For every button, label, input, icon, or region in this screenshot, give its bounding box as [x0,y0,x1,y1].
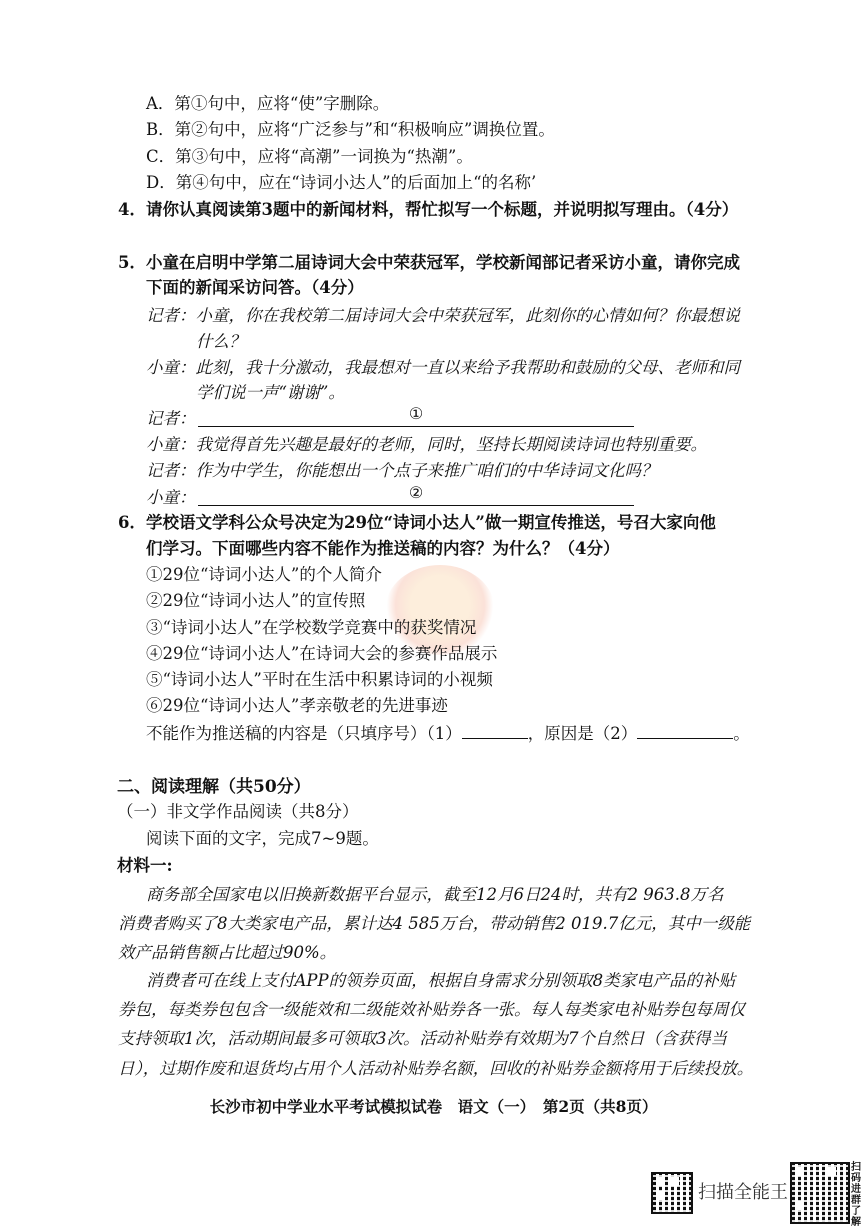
blank-marker: ① [408,404,424,423]
option-d: D．第④句中，应在“诗词小达人”的后面加上“的名称’ [146,173,537,192]
subsection-title: （一）非文学作品阅读（共8分） [117,802,359,821]
dialog-line-blank-2 [146,487,196,509]
dialog-speaker: 小童： [146,488,196,507]
dialog-speaker: 小童： [146,435,196,454]
dialog-line [146,460,658,482]
answer-prefix: 不能作为推送稿的内容是（只填序号）（1） [146,724,462,743]
option-c: C．第③句中，应将“高潮”一词换为“热潮”。 [146,147,473,166]
dialog-line-blank-1 [146,408,196,430]
qr-code-icon [651,1172,693,1214]
page-footer: 长沙市初中学业水平考试模拟试卷 语文（一） 第2页（共8页） [209,1097,658,1116]
dialog-speaker: 记者： [146,306,196,325]
question-5-line2: 下面的新闻采访问答。（4分） [146,278,364,297]
dialog-text: 我觉得首先兴趣是最好的老师，同时，坚持长期阅读诗词也特别重要。 [195,435,707,454]
dialog-speaker: 记者： [146,409,196,428]
blank-marker: ② [408,483,424,502]
question-5-line1: 5．小童在启明中学第二届诗词大会中荣获冠军，学校新闻部记者采访小童，请你完成 [118,253,740,272]
question-4: 4．请你认真阅读第3题中的新闻材料，帮忙拟写一个标题，并说明拟写理由。（4分） [118,200,739,219]
answer-end: 。 [733,724,750,743]
q6-item-6: ⑥29位“诗词小达人”孝亲敬老的先进事迹 [146,696,448,715]
dialog-speaker: 小童： [146,358,196,377]
dialog-text: 小童，你在我校第二届诗词大会中荣获冠军，此刻你的心情如何？你最想说 [195,306,740,325]
paragraph-line: 商务部全国家电以旧换新数据平台显示，截至12月6日24时，共有2 963.8万名 [146,885,724,904]
paragraph-line: 效产品销售额占比超过90%。 [118,943,337,962]
dialog-speaker: 记者： [146,461,196,480]
dialog-line [146,357,740,379]
answer-blank-2[interactable] [198,483,634,506]
q6-item-4: ④29位“诗词小达人”在诗词大会的参赛作品展示 [146,644,498,663]
paragraph-line: 日），过期作废和退货均占用个人活动补贴券名额，回收的补贴券金额将用于后续投放。 [118,1059,754,1078]
option-b: B．第②句中，应将“广泛参与”和“积极响应”调换位置。 [146,120,555,139]
answer-mid: ，原因是（2） [527,724,638,743]
instruction: 阅读下面的文字，完成7~9题。 [146,829,379,848]
answer-blank-1[interactable] [198,404,634,427]
q6-item-3: ③“诗词小达人”在学校数学竞赛中的获奖情况 [146,618,477,637]
paragraph-line: 消费者可在线上支付APP的领券页面，根据自身需求分别领取8类家电产品的补贴 [146,971,736,990]
q6-item-2: ②29位“诗词小达人”的宣传照 [146,591,366,610]
watermark-stamp [385,565,495,655]
dialog-text: 学们说一声“谢谢”。 [196,383,345,402]
q6-item-1: ①29位“诗词小达人”的个人简介 [146,565,382,584]
option-a: A．第①句中，应将“使”字删除。 [146,94,390,113]
dialog-text: 什么？ [196,332,246,351]
question-6-line1: 6．学校语文学科公众号决定为29位“诗词小达人”做一期宣传推送，号召大家向他 [118,513,716,532]
question-6-line2: 们学习。下面哪些内容不能作为推送稿的内容？为什么？（4分） [146,539,620,558]
side-label: 扫码进群了解 [851,1162,861,1228]
paragraph-line: 券包，每类券包包含一级能效和二级能效补贴券各一张。每人每类家电补贴券包每周仅 [118,1000,745,1019]
paragraph-line: 消费者购买了8大类家电产品，累计达4 585万台，带动销售2 019.7亿元，其中一级能 [118,914,751,933]
answer-blank-q6-1[interactable] [462,722,528,739]
q6-item-5: ⑤“诗词小达人”平时在生活中积累诗词的小视频 [146,670,493,689]
dialog-text: 作为中学生，你能想出一个点子来推广咱们的中华诗词文化吗？ [195,461,658,480]
q6-answer-line [146,722,750,745]
dialog-line [146,434,707,456]
scanner-label: 扫描全能王 [698,1182,788,1203]
paragraph-line: 支持领取1次，活动期间最多可领取3次。活动补贴券有效期为7个自然日（含获得当 [118,1029,727,1048]
qr-code-icon [790,1162,850,1224]
section-title: 二、阅读理解（共50分） [117,777,311,797]
material-label: 材料一: [117,856,173,875]
answer-blank-q6-2[interactable] [637,722,733,739]
dialog-line [146,305,740,327]
dialog-text: 此刻，我十分激动，我最想对一直以来给予我帮助和鼓励的父母、老师和同 [195,358,740,377]
